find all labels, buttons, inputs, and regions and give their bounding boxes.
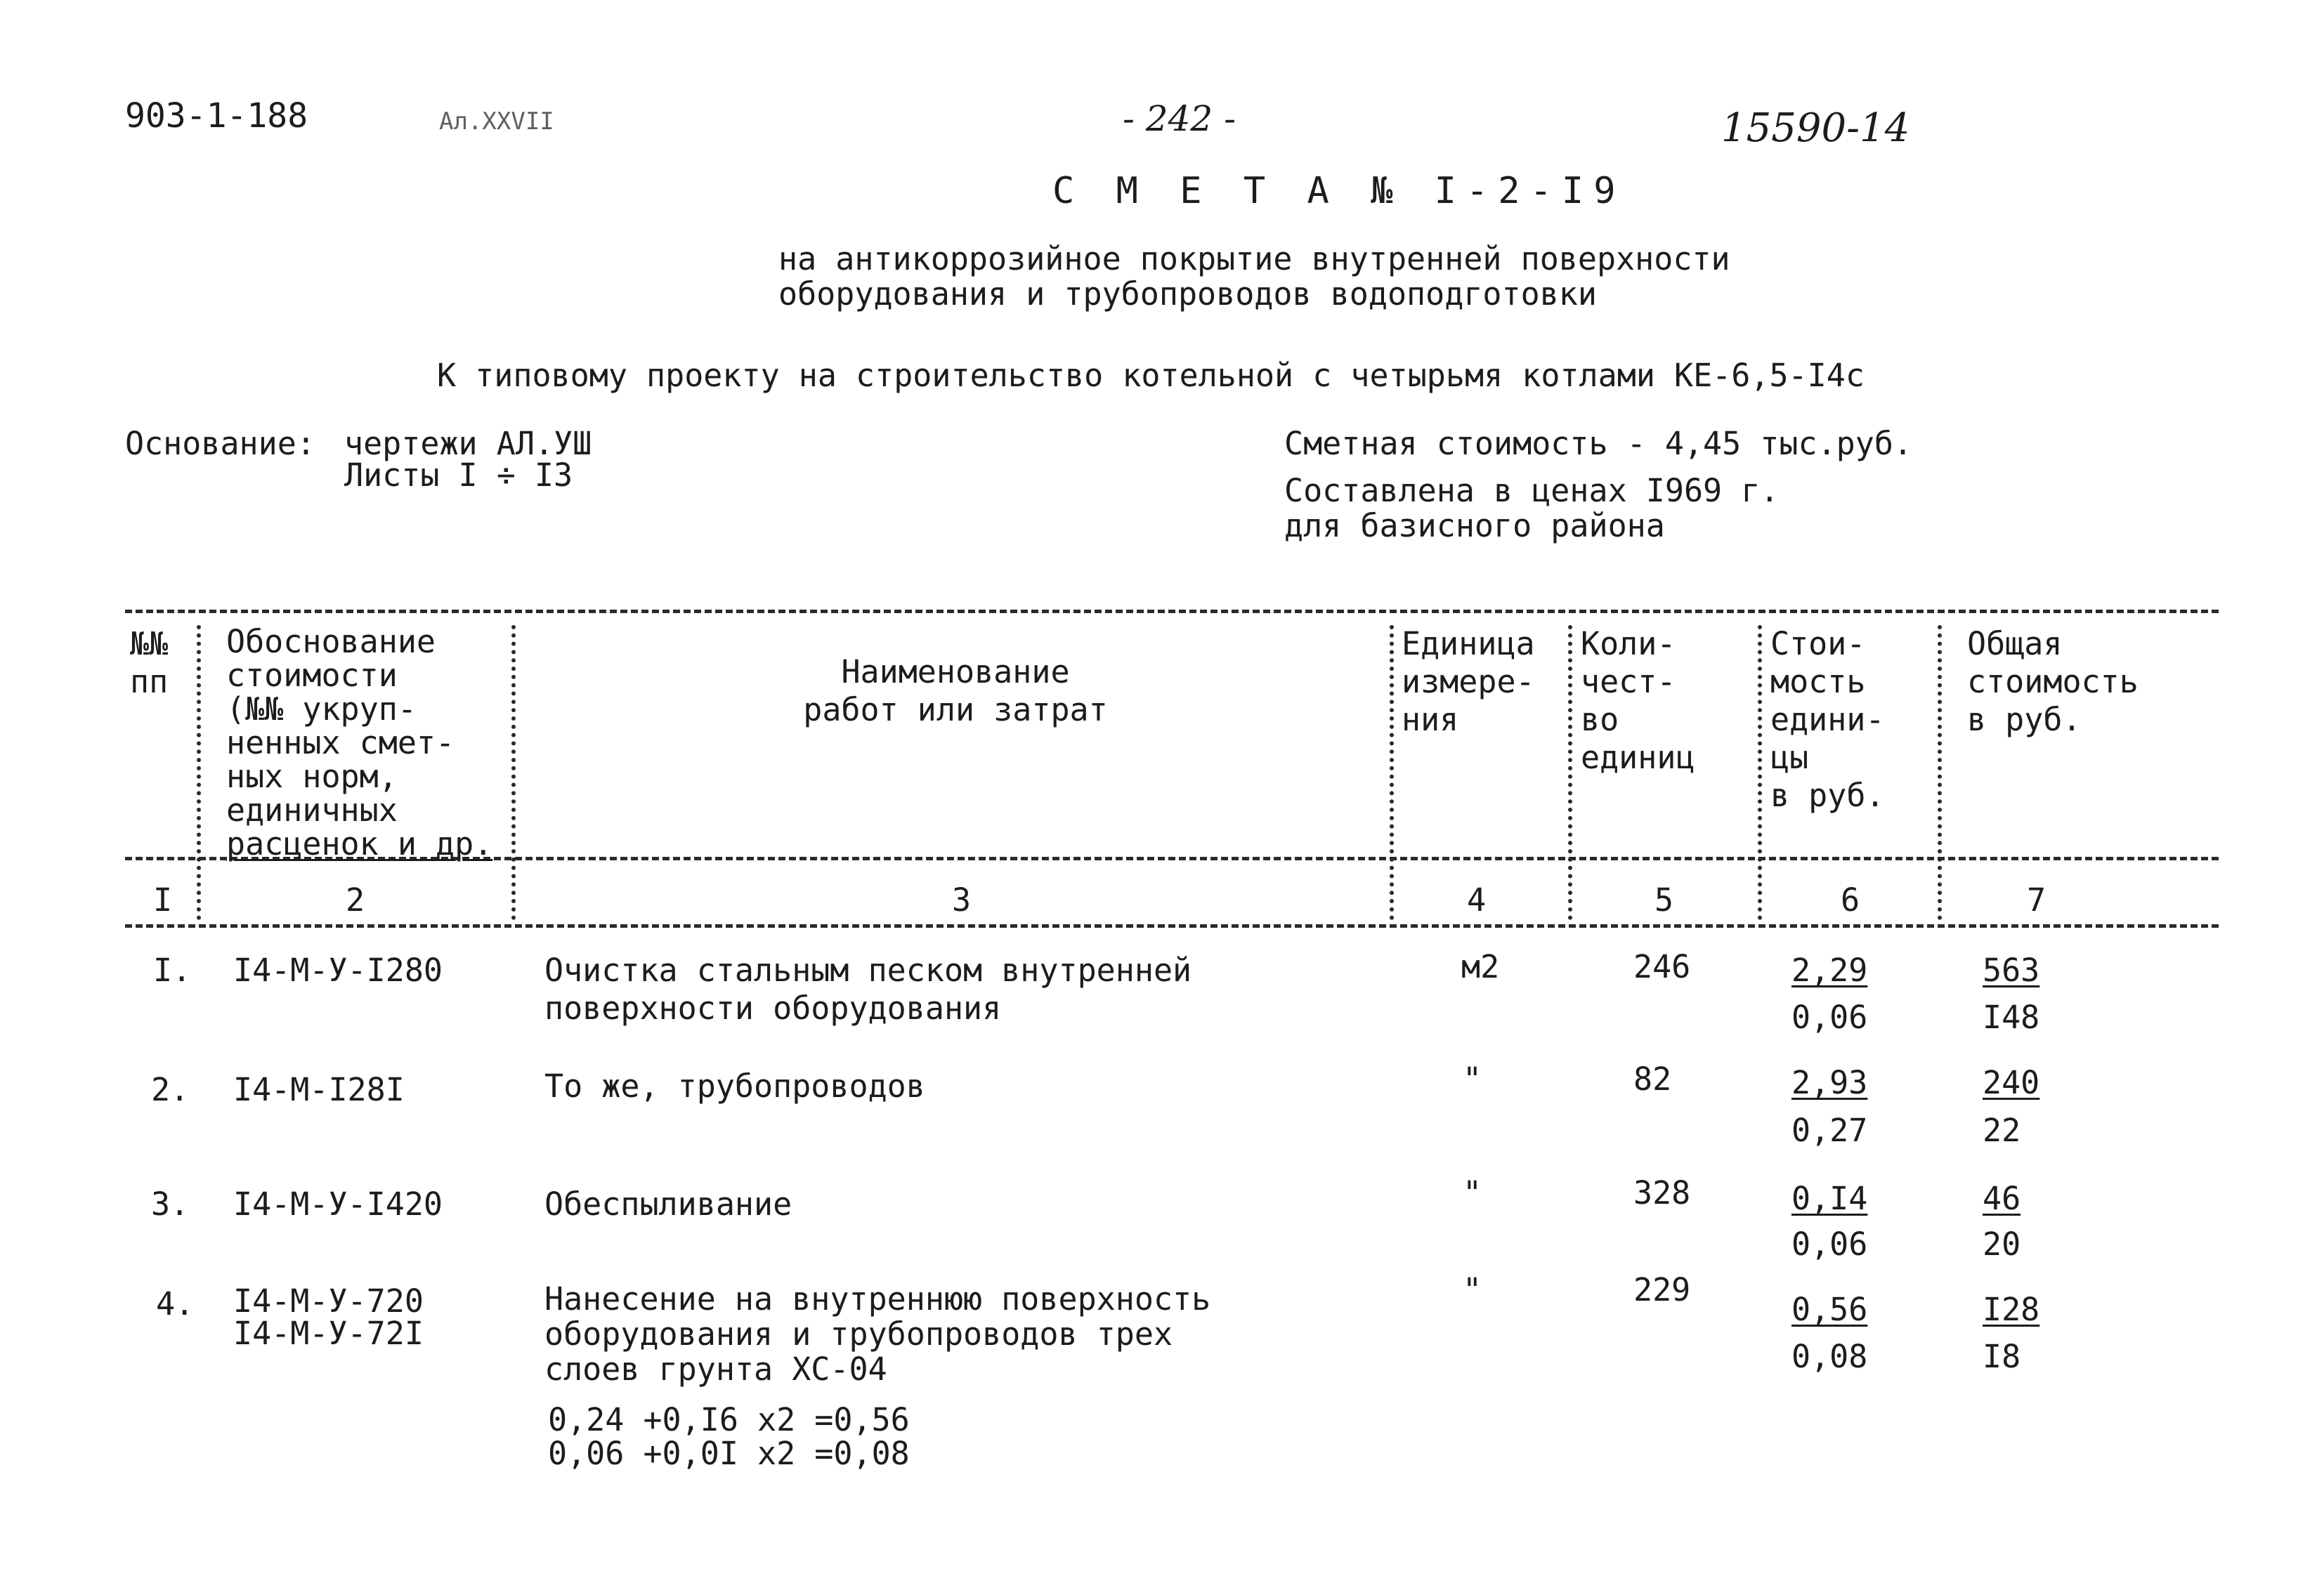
row-number: 4. — [156, 1285, 195, 1322]
row-code: I4-М-I28I — [233, 1071, 405, 1108]
col-number-5: 5 — [1654, 881, 1674, 919]
header-col-6: Стои- мость едини- цы в руб. — [1770, 625, 1885, 814]
col-sep-3 — [1390, 625, 1394, 920]
row-total-sub: I8 — [1983, 1338, 2021, 1375]
row-number: 3. — [151, 1186, 190, 1223]
row-quantity: 229 — [1633, 1271, 1691, 1308]
col-sep-6 — [1938, 625, 1942, 920]
basis-sheets: Листы I ÷ I3 — [344, 457, 573, 494]
row-code: I4-М-У-720 I4-М-У-72I — [233, 1282, 424, 1352]
col-number-7: 7 — [2027, 881, 2046, 919]
col-number-3: 3 — [952, 881, 972, 919]
project-line: К типовому проекту на строительство котельной с четырьмя котлами КЕ-6,5-I4с — [437, 357, 1865, 394]
estimate-title: С М Е Т А № I-2-I9 — [1052, 170, 1626, 212]
col-sep-1 — [197, 625, 201, 920]
estimate-cost: Сметная стоимость - 4,45 тыс.руб. — [1284, 425, 1913, 462]
row-number: 2. — [151, 1071, 190, 1108]
row-name: Обеспыливание — [544, 1186, 792, 1223]
row-quantity: 328 — [1633, 1174, 1691, 1211]
col-sep-4 — [1568, 625, 1572, 920]
header-col-1: №№ пп — [130, 625, 169, 700]
row-code: I4-М-У-I280 — [233, 952, 443, 989]
inventory-number: 15590-14 — [1721, 105, 1910, 151]
row-code: I4-М-У-I420 — [233, 1186, 443, 1223]
row-unit: " — [1463, 1271, 1482, 1308]
col-number-1: I — [153, 881, 173, 919]
row-total: I28 — [1983, 1291, 2040, 1328]
calc-notes: 0,24 +0,I6 х2 =0,56 0,06 +0,0I х2 =0,08 — [548, 1401, 910, 1472]
row-unit-cost: 0,I4 — [1791, 1180, 1868, 1217]
subtitle-line-2: оборудования и трубопроводов водоподготовки — [778, 275, 1597, 313]
doc-code: 903-1-188 — [125, 96, 308, 136]
row-total: 563 — [1983, 952, 2040, 989]
basis-label: Основание: — [125, 425, 315, 462]
row-total: 240 — [1983, 1064, 2040, 1101]
header-col-4: Единица измере- ния — [1402, 625, 1535, 738]
header-col-7: Общая стоимость в руб. — [1967, 625, 2139, 738]
row-unit: " — [1463, 1060, 1482, 1098]
page-number: - 242 - — [1123, 98, 1236, 139]
table-top-rule — [125, 610, 2219, 613]
basis-drawings: чертежи АЛ.УШ — [344, 425, 592, 462]
row-total-sub: 22 — [1983, 1112, 2021, 1149]
row-total-sub: I48 — [1983, 999, 2040, 1036]
prices-line-1: Составлена в ценах I969 г. — [1284, 472, 1780, 509]
row-unit: " — [1463, 1174, 1482, 1211]
row-unit: м2 — [1461, 948, 1500, 985]
colnum-bottom-rule — [125, 924, 2219, 928]
row-total: 46 — [1983, 1180, 2021, 1217]
header-col-5: Коли- чест- во единиц — [1581, 625, 1695, 776]
row-unit-cost: 0,56 — [1791, 1291, 1868, 1328]
row-unit-cost-sub: 0,06 — [1791, 999, 1868, 1036]
header-col-3: Наименование работ или затрат — [803, 653, 1108, 728]
subtitle-line-1: на антикоррозийное покрытие внутренней поверхности — [778, 240, 1730, 277]
row-name: Очистка стальным песком внутренней поверхности оборудования — [544, 952, 1192, 1027]
row-unit-cost-sub: 0,08 — [1791, 1338, 1868, 1375]
row-name: То же, трубопроводов — [544, 1068, 925, 1105]
row-unit-cost: 2,93 — [1791, 1064, 1868, 1101]
header-col-2: Обоснование стоимости (№№ укруп- ненных смет- ных норм, единичных расценок и др. — [226, 623, 493, 862]
prices-line-2: для базисного района — [1284, 507, 1665, 544]
col-sep-5 — [1758, 625, 1762, 920]
row-unit-cost-sub: 0,27 — [1791, 1112, 1868, 1149]
row-quantity: 82 — [1633, 1060, 1672, 1098]
row-total-sub: 20 — [1983, 1226, 2021, 1263]
row-name: Нанесение на внутреннюю поверхность оборудования и трубопроводов трех слоев грунта ХС-04 — [544, 1280, 1211, 1388]
col-number-2: 2 — [346, 881, 365, 919]
col-number-6: 6 — [1841, 881, 1860, 919]
col-number-4: 4 — [1467, 881, 1487, 919]
col-sep-2 — [511, 625, 516, 920]
album-code: Ал.XXVII — [439, 107, 554, 136]
row-quantity: 246 — [1633, 948, 1691, 985]
row-unit-cost: 2,29 — [1791, 952, 1868, 989]
row-number: I. — [153, 952, 192, 989]
row-unit-cost-sub: 0,06 — [1791, 1226, 1868, 1263]
